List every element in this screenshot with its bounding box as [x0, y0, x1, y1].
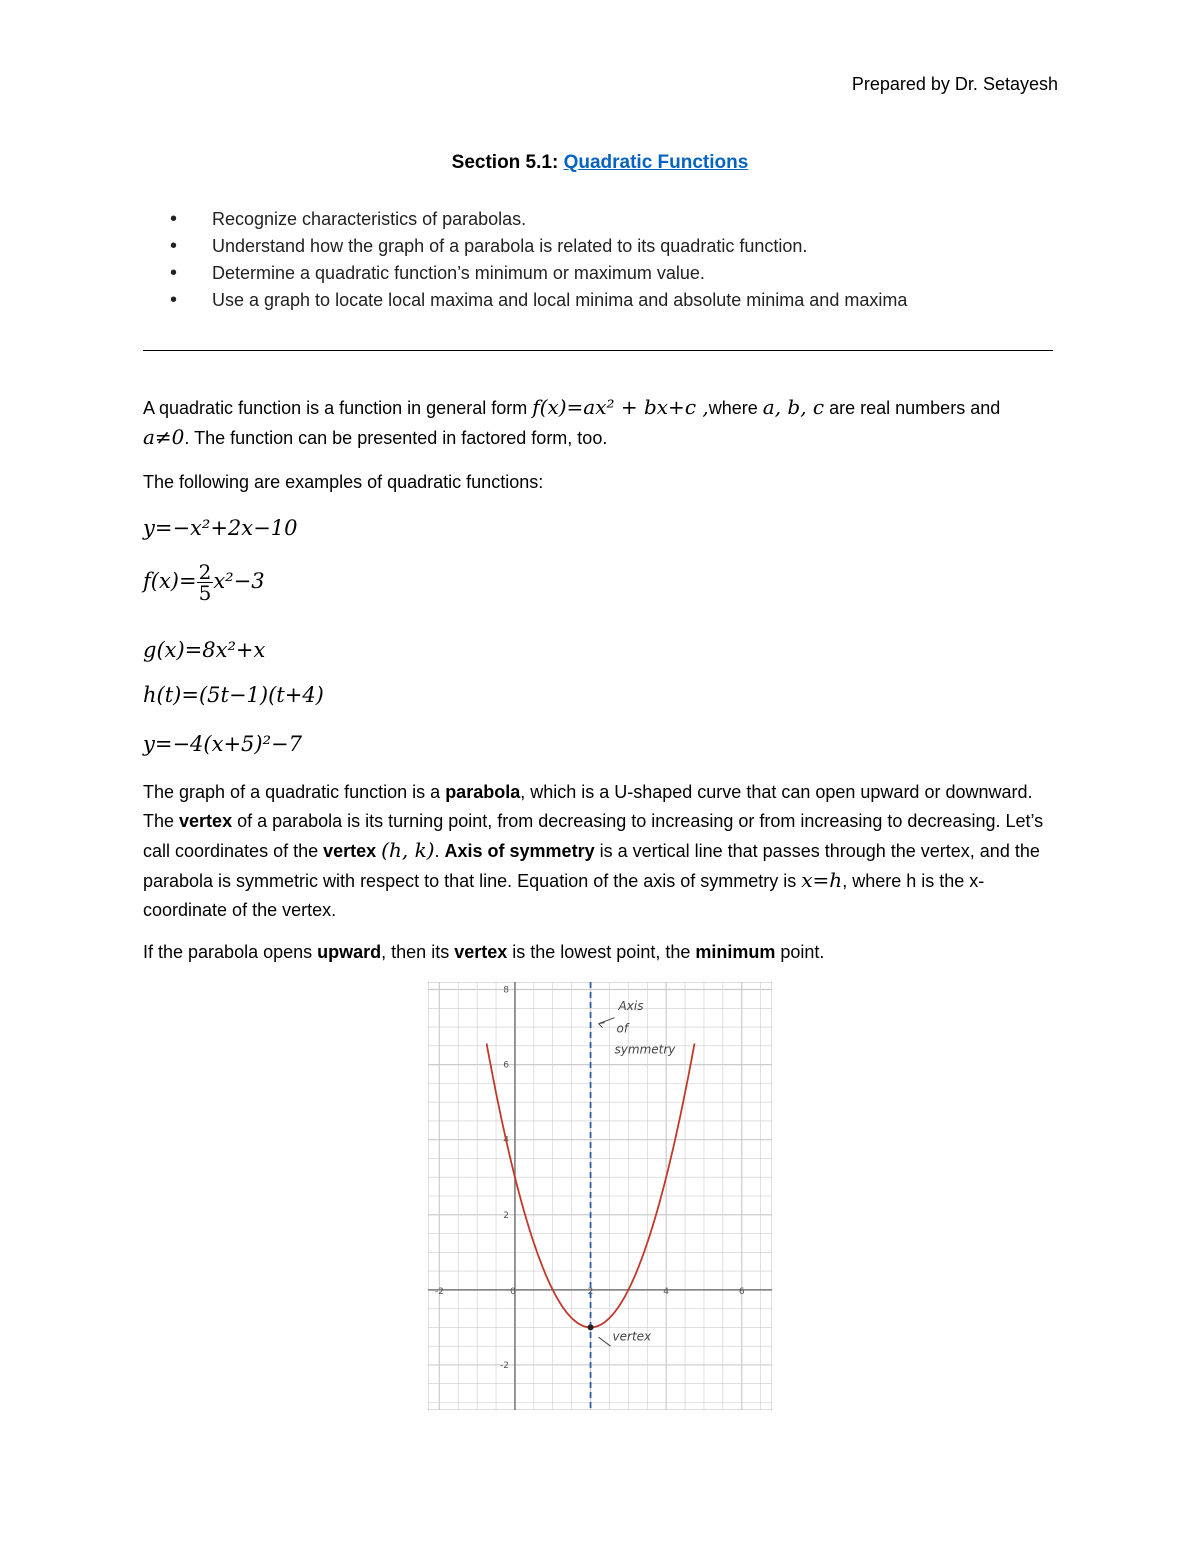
general-form-formula: f(x)=ax² + bx+c ,	[532, 395, 709, 419]
axis-annotation-line: Axis	[618, 999, 644, 1014]
vertex-point	[588, 1324, 594, 1330]
divider	[143, 350, 1053, 351]
example-equation-5: y=−4(x+5)²−7	[143, 732, 302, 756]
objective-item: • Recognize characteristics of parabolas.	[170, 206, 907, 233]
parabola-paragraph	[143, 778, 1063, 925]
para-text: , which is a U-shaped curve that can open upward or downward. The	[143, 782, 1033, 831]
para-text: The graph of a quadratic function is a	[143, 782, 446, 802]
section-title	[0, 152, 1200, 174]
objective-item: • Use a graph to locate local maxima and local minima and absolute minima and maxima	[170, 287, 907, 314]
y-tick-label: 4	[503, 1135, 509, 1146]
para-text: of a parabola is its turning point, from decreasing to increasing or from increasing to decreasing. Let’s call coordinates of the	[143, 811, 1044, 861]
def-text: where	[708, 398, 763, 418]
definition-paragraph	[143, 393, 1063, 453]
def-text: A quadratic function is a function in general form	[143, 398, 533, 418]
para-text: , then its	[381, 942, 455, 962]
def-text: are real numbers and	[824, 398, 1001, 418]
fraction-numerator: 2	[198, 560, 212, 584]
vertex-coordinates: (h, k)	[381, 838, 435, 862]
y-tick-label: 2	[503, 1210, 509, 1221]
fraction	[197, 562, 214, 603]
y-tick-label: -2	[499, 1360, 509, 1371]
section-title-prefix: Section 5.1:	[451, 152, 564, 173]
axis-equation: x=h	[801, 868, 843, 892]
upward-paragraph	[143, 938, 1063, 967]
axis-annotation-line: of	[616, 1021, 629, 1036]
header-prepared-by: Prepared by Dr. Setayesh	[851, 74, 1058, 94]
x-tick-label: 4	[663, 1286, 670, 1297]
para-text: If the parabola opens	[143, 942, 318, 962]
objectives-list	[170, 206, 907, 314]
y-tick-label: 8	[503, 985, 509, 996]
eq2-lhs: f(x)=	[143, 569, 197, 593]
eq2-rhs: x²−3	[213, 569, 265, 593]
x-tick-label: -2	[434, 1286, 444, 1297]
fraction-denominator: 5	[198, 581, 212, 605]
term-vertex: vertex	[323, 841, 377, 861]
x-tick-label: 0	[510, 1286, 516, 1297]
axis-annotation-line: symmetry	[614, 1042, 676, 1057]
term-axis-of-symmetry: Axis of symmetry	[444, 841, 595, 861]
y-tick-label: 6	[503, 1060, 509, 1071]
examples-intro: The following are examples of quadratic functions:	[143, 472, 544, 492]
parabola-graph	[428, 982, 772, 1410]
para-text: point.	[775, 942, 825, 962]
term-upward: upward	[317, 942, 382, 962]
para-text: is a vertical line that passes through the vertex, and the parabola is symmetric with respect to that line. Equation of the axis of symmetry is	[143, 841, 1040, 891]
x-tick-label: 2	[587, 1286, 594, 1297]
quadratic-functions-link[interactable]: Quadratic Functions	[563, 152, 749, 173]
vertex-annotation: vertex	[612, 1329, 652, 1344]
para-text: , where h is the x-coordinate of the vertex.	[143, 871, 985, 920]
x-tick-label: 6	[738, 1286, 745, 1297]
para-text: .	[434, 841, 445, 861]
example-equation-3: g(x)=8x²+x	[143, 638, 266, 662]
coefficients: a, b, c	[762, 395, 825, 419]
para-text: is the lowest point, the	[507, 942, 696, 962]
term-minimum: minimum	[695, 942, 776, 962]
def-text: . The function can be presented in factored form, too.	[184, 428, 608, 448]
example-equation-1: y=−x²+2x−10	[143, 516, 298, 540]
nonzero-condition: a≠0	[143, 425, 185, 449]
term-vertex: vertex	[454, 942, 508, 962]
term-vertex: vertex	[179, 811, 233, 831]
example-equation-4: h(t)=(5t−1)(t+4)	[143, 683, 324, 707]
objective-item: • Understand how the graph of a parabola is related to its quadratic function.	[170, 233, 907, 260]
example-equation-2	[143, 562, 265, 603]
objective-item: • Determine a quadratic function’s minimum or maximum value.	[170, 260, 907, 287]
term-parabola: parabola	[445, 782, 521, 802]
